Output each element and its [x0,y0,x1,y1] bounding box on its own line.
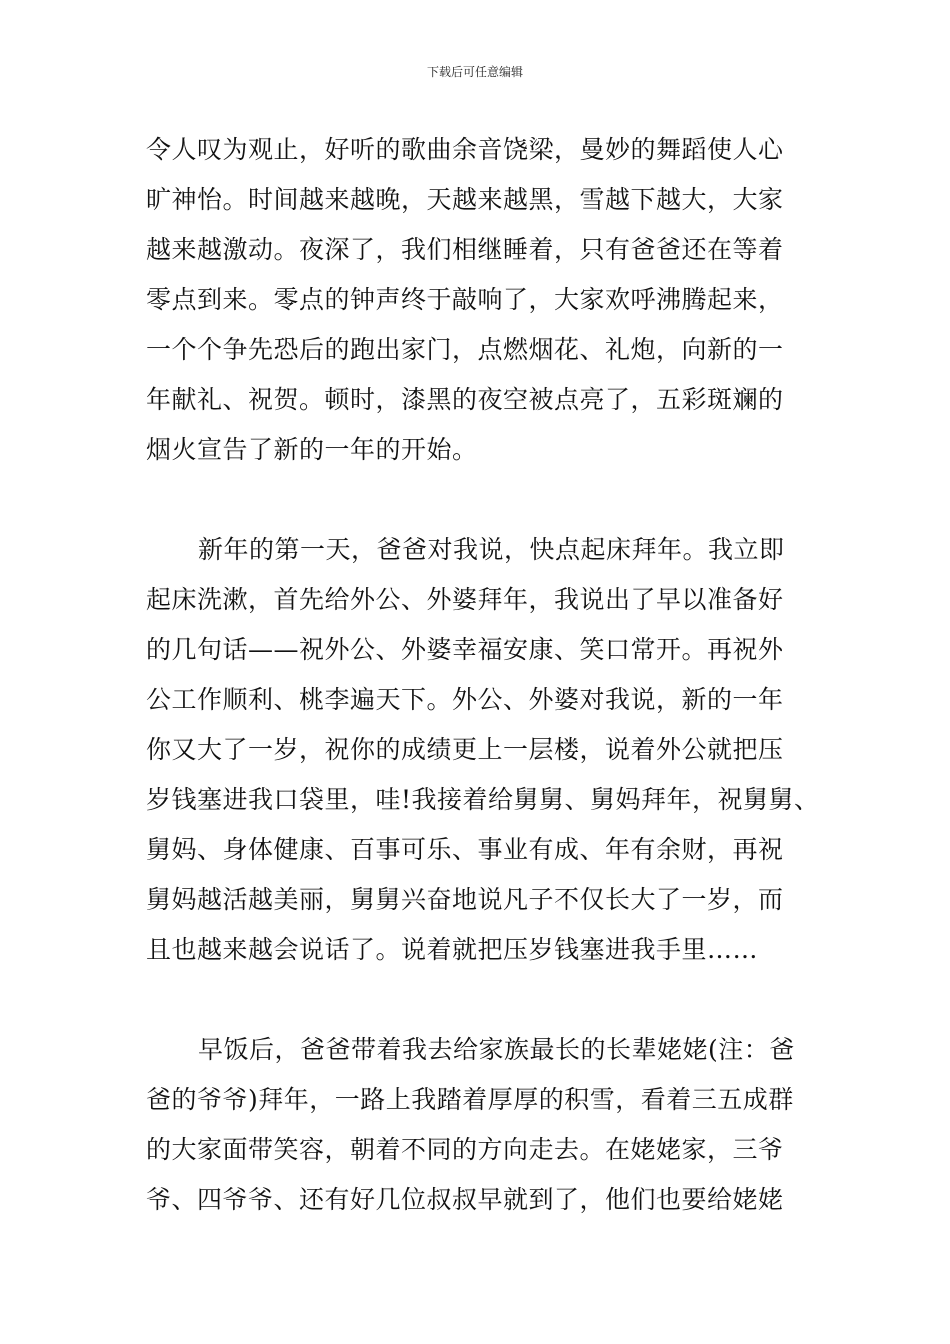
text-line: 且也越来越会说话了。说着就把压岁钱塞进我手里…… [146,935,759,964]
text-line: 早饭后，爸爸带着我去给家族最长的长辈姥姥(注：爸 [198,1035,795,1064]
text-line: 爷、四爷爷、还有好几位叔叔早就到了，他们也要给姥姥 [146,1185,784,1214]
text-line: 你又大了一岁，祝你的成绩更上一层楼，说着外公就把压 [146,735,784,764]
text-line: 旷神怡。时间越来越晚，天越来越黑，雪越下越大，大家 [146,185,784,214]
text-line: 烟火宣告了新的一年的开始。 [146,435,478,464]
text-line: 岁钱塞进我口袋里，哇!我接着给舅舅、舅妈拜年，祝舅舅、 [146,785,820,814]
page-header-note: 下载后可任意编辑 [426,65,523,79]
text-line: 爸的爷爷)拜年，一路上我踏着厚厚的积雪，看着三五成群 [146,1085,794,1114]
paragraph-1 [146,125,836,475]
text-line: 舅妈、身体健康、百事可乐、事业有成、年有余财，再祝 [146,835,784,864]
text-line: 一个个争先恐后的跑出家门，点燃烟花、礼炮，向新的一 [146,335,784,364]
text-line: 舅妈越活越美丽，舅舅兴奋地说凡子不仅长大了一岁，而 [146,885,784,914]
paragraph-2 [146,525,836,975]
text-line: 的几句话——祝外公、外婆幸福安康、笑口常开。再祝外 [146,635,784,664]
text-line: 零点到来。零点的钟声终于敲响了，大家欢呼沸腾起来， [146,285,784,314]
text-line: 新年的第一天，爸爸对我说，快点起床拜年。我立即 [198,535,785,564]
text-line: 越来越激动。夜深了，我们相继睡着，只有爸爸还在等着 [146,235,784,264]
text-line: 公工作顺利、桃李遍天下。外公、外婆对我说，新的一年 [146,685,784,714]
text-line: 令人叹为观止，好听的歌曲余音饶梁，曼妙的舞蹈使人心 [146,135,784,164]
paragraph-3 [146,1025,836,1225]
text-line: 的大家面带笑容，朝着不同的方向走去。在姥姥家，三爷 [146,1135,784,1164]
text-line: 起床洗漱，首先给外公、外婆拜年，我说出了早以准备好 [146,585,784,614]
text-line: 年献礼、祝贺。顿时，漆黑的夜空被点亮了，五彩斑斓的 [146,385,784,414]
